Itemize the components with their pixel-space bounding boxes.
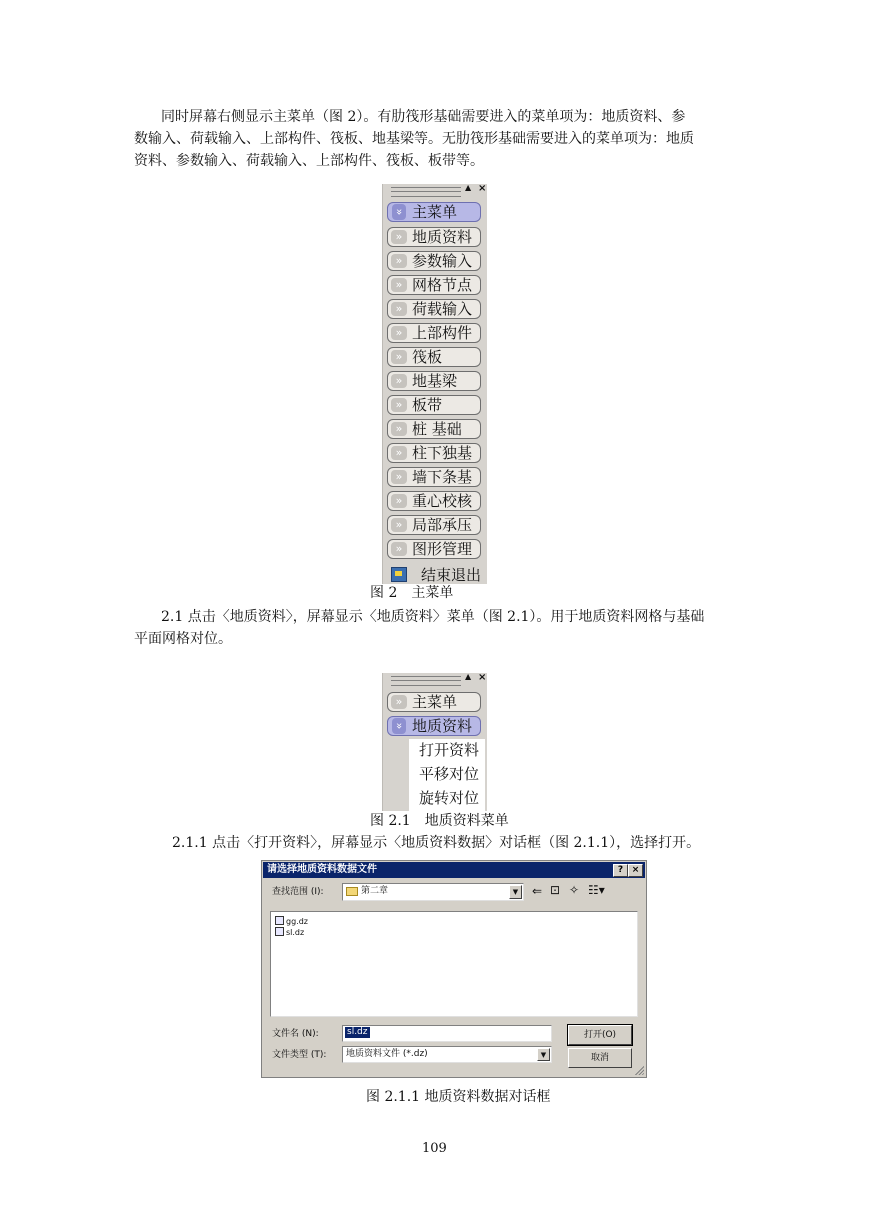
chevron-down-icon: » xyxy=(392,718,406,734)
para-2-1-line-2: 平面网格对位。 xyxy=(134,631,232,647)
open-button[interactable]: 打开(O) xyxy=(568,1025,632,1045)
double-chevron-right-icon: » xyxy=(391,695,407,709)
double-chevron-right-icon: » xyxy=(391,254,407,268)
main-menu-panel xyxy=(382,184,487,584)
double-chevron-right-icon: » xyxy=(391,518,407,532)
double-chevron-right-icon: » xyxy=(391,398,407,412)
resize-grip-icon[interactable] xyxy=(634,1065,644,1075)
panel-grip-bar[interactable] xyxy=(387,672,487,684)
collapse-up-icon[interactable]: ▲ xyxy=(465,672,472,681)
figure-2-1-1-caption: 图 2.1.1 地质资料数据对话框 xyxy=(366,1089,551,1105)
figure-2-1-caption: 图 2.1 地质资料菜单 xyxy=(370,813,509,829)
menu-item-main[interactable]: » 主菜单 xyxy=(387,202,481,222)
menu-item-raft[interactable]: » 筏板 xyxy=(387,347,481,367)
menu-item-main[interactable]: » 主菜单 xyxy=(387,692,481,712)
file-icon xyxy=(275,927,284,936)
submenu-translate-align[interactable]: 平移对位 xyxy=(419,765,480,783)
double-chevron-right-icon: » xyxy=(391,422,407,436)
dropdown-arrow-icon[interactable]: ▼ xyxy=(509,885,522,899)
dropdown-arrow-icon[interactable]: ▼ xyxy=(537,1048,550,1061)
menu-item-geology[interactable]: » 地质资料 xyxy=(387,716,481,736)
lookin-label: 查找范围 (I): xyxy=(272,887,324,897)
filetype-label: 文件类型 (T): xyxy=(272,1050,327,1060)
geology-menu-panel xyxy=(382,673,487,811)
double-chevron-right-icon: » xyxy=(391,494,407,508)
menu-item-pile[interactable]: » 桩 基础 xyxy=(387,419,481,439)
geology-submenu xyxy=(409,739,485,811)
menu-item-graphics[interactable]: » 图形管理 xyxy=(387,539,481,559)
menu-item-wall-strip[interactable]: » 墙下条基 xyxy=(387,467,481,487)
double-chevron-right-icon: » xyxy=(391,230,407,244)
double-chevron-right-icon: » xyxy=(391,542,407,556)
double-chevron-right-icon: » xyxy=(391,470,407,484)
close-icon[interactable]: × xyxy=(478,183,487,194)
up-folder-icon[interactable]: ⊡ xyxy=(550,883,561,897)
folder-icon xyxy=(346,887,358,896)
para-2-1-line-1: 2.1 点击〈地质资料〉，屏幕显示〈地质资料〉菜单（图 2.1）。用于地质资料网格与基础 xyxy=(161,609,705,625)
close-icon[interactable]: × xyxy=(478,672,487,683)
lookin-combo[interactable]: 第二章 ▼ xyxy=(342,883,524,901)
view-menu-icon[interactable]: ☷▾ xyxy=(588,883,605,897)
double-chevron-right-icon: » xyxy=(391,278,407,292)
double-chevron-right-icon: » xyxy=(391,446,407,460)
figure-2-caption: 图 2 主菜单 xyxy=(370,585,454,601)
menu-item-column-footing[interactable]: » 柱下独基 xyxy=(387,443,481,463)
double-chevron-right-icon: » xyxy=(391,374,407,388)
new-folder-icon[interactable]: ✧ xyxy=(569,883,580,897)
dialog-titlebar[interactable] xyxy=(263,862,645,878)
menu-item-parameters[interactable]: » 参数输入 xyxy=(387,251,481,271)
list-item[interactable]: gg.dz xyxy=(275,916,308,927)
panel-grip-bar[interactable] xyxy=(387,183,487,195)
filetype-combo[interactable]: 地质资料文件 (*.dz) ▼ xyxy=(342,1046,552,1063)
filename-input[interactable]: sl.dz xyxy=(342,1025,552,1042)
menu-item-slab-strip[interactable]: » 板带 xyxy=(387,395,481,415)
menu-item-upper-members[interactable]: » 上部构件 xyxy=(387,323,481,343)
file-list[interactable] xyxy=(270,911,638,1017)
menu-item-local-bearing[interactable]: » 局部承压 xyxy=(387,515,481,535)
file-icon xyxy=(275,916,284,925)
intro-line-1: 同时屏幕右侧显示主菜单（图 2）。有肋筏形基础需要进入的菜单项为：地质资料、参 xyxy=(161,109,686,125)
intro-line-3: 资料、参数输入、荷载输入、上部构件、筏板、板带等。 xyxy=(134,153,484,169)
help-button[interactable]: ? xyxy=(613,864,628,877)
submenu-rotate-align[interactable]: 旋转对位 xyxy=(419,789,480,807)
exit-icon xyxy=(391,567,407,582)
menu-item-centroid-check[interactable]: » 重心校核 xyxy=(387,491,481,511)
double-chevron-right-icon: » xyxy=(391,302,407,316)
close-button[interactable]: × xyxy=(628,864,643,877)
menu-item-grid-nodes[interactable]: » 网格节点 xyxy=(387,275,481,295)
menu-item-foundation-beam[interactable]: » 地基梁 xyxy=(387,371,481,391)
intro-line-2: 数输入、荷载输入、上部构件、筏板、地基梁等。无肋筏形基础需要进入的菜单项为：地质 xyxy=(134,131,694,147)
exit-item[interactable]: 结束退出 xyxy=(387,564,487,584)
double-chevron-right-icon: » xyxy=(391,350,407,364)
dialog-title: 请选择地质资料数据文件 xyxy=(267,864,377,875)
page-number: 109 xyxy=(422,1141,447,1156)
back-icon[interactable]: ⇐ xyxy=(532,884,543,898)
chevron-down-icon: » xyxy=(392,204,406,220)
menu-item-geology[interactable]: » 地质资料 xyxy=(387,227,481,247)
collapse-up-icon[interactable]: ▲ xyxy=(465,183,472,192)
cancel-button[interactable]: 取消 xyxy=(568,1048,632,1068)
list-item[interactable]: sl.dz xyxy=(275,927,304,938)
submenu-open-data[interactable]: 打开资料 xyxy=(419,741,480,759)
para-2-1-1: 2.1.1 点击〈打开资料〉，屏幕显示〈地质资料数据〉对话框（图 2.1.1），选择打开。 xyxy=(172,835,701,851)
filename-label: 文件名 (N): xyxy=(272,1029,319,1039)
menu-item-loads[interactable]: » 荷载输入 xyxy=(387,299,481,319)
open-file-dialog xyxy=(261,860,647,1078)
double-chevron-right-icon: » xyxy=(391,326,407,340)
